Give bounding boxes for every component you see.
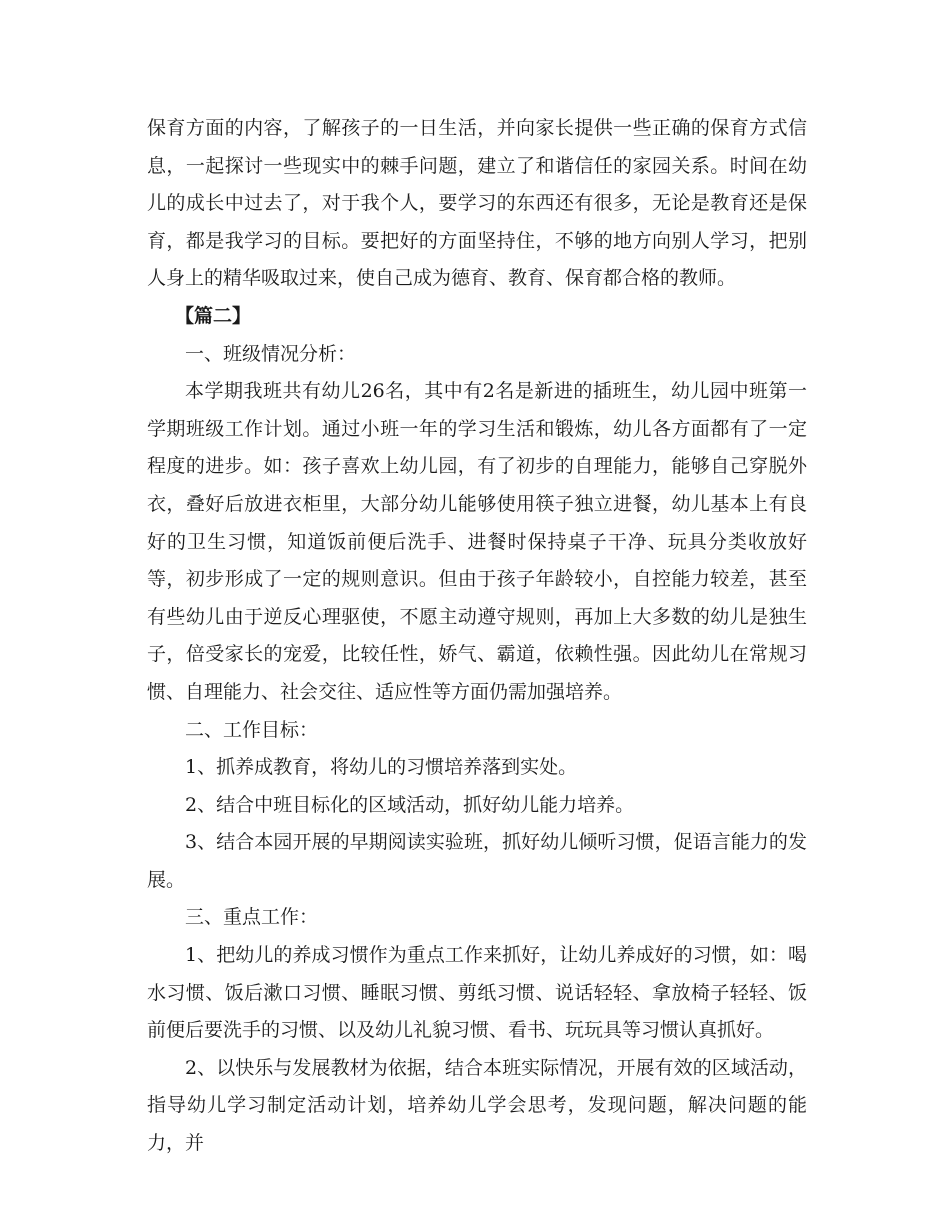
- section2-item-2: 2、结合中班目标化的区域活动，抓好幼儿能力培养。: [185, 793, 635, 816]
- section1-paragraph: 本学期我班共有幼儿26名，其中有2名是新进的插班生，幼儿园中班第一学期班级工作计划。通过小班一年的学习生活和锻炼，幼儿各方面都有了一定程度的进步。如：孩子喜欢上幼儿园，有了初步的自理能力，能够自己穿脱外衣，叠好后放进衣柜里，大部分幼儿能够使用筷子独立进餐，幼儿基本上有良好的卫生习惯，知道饭前便后洗手、进餐时保持桌子干净、玩具分类收放好等，初步形成了一定的规则意识。但由于孩子年龄较小，自控能力较差，甚至有些幼儿由于逆反心理驱使，不愿主动遵守规则，再加上大多数的幼儿是独生子，倍受家长的宠爱，比较任性，娇气、霸道，依赖性强。因此幼儿在常规习惯、自理能力、社会交往、适应性等方面仍需加强培养。: [147, 380, 807, 703]
- section2-item-1: 1、抓养成教育，将幼儿的习惯培养落到实处。: [185, 756, 578, 779]
- intro-paragraph: 保育方面的内容，了解孩子的一日生活，并向家长提供一些正确的保育方式信息，一起探讨一些现实中的棘手问题，建立了和谐信任的家园关系。时间在幼儿的成长中过去了，对于我个人，要学习的东西还有很多，无论是教育还是保育，都是我学习的目标。要把好的方面坚持住，不够的地方向别人学习，把别人身上的精华吸取过来，使自己成为德育、教育、保育都合格的教师。: [147, 117, 807, 290]
- section3-heading: 三、重点工作：: [185, 906, 319, 929]
- section-marker: 【篇二】: [175, 304, 252, 327]
- section3-item-2: 2、以快乐与发展教材为依据，结合本班实际情况，开展有效的区域活动，指导幼儿学习制定活动计划，培养幼儿学会思考，发现问题，解决问题的能力，并: [147, 1056, 807, 1155]
- section3-item-1: 1、把幼儿的养成习惯作为重点工作来抓好，让幼儿养成好的习惯，如：喝水习惯、饭后漱口习惯、睡眠习惯、剪纸习惯、说话轻轻、拿放椅子轻轻、饭前便后要洗手的习惯、以及幼儿礼貌习惯、看书、玩玩具等习惯认真抓好。: [147, 944, 807, 1042]
- section2-item-3: 3、结合本园开展的早期阅读实验班，抓好幼儿倾听习惯，促语言能力的发展。: [147, 831, 807, 891]
- section1-heading: 一、班级情况分析：: [185, 342, 357, 365]
- section2-heading: 二、工作目标：: [185, 718, 319, 741]
- document-page: [147, 110, 807, 1163]
